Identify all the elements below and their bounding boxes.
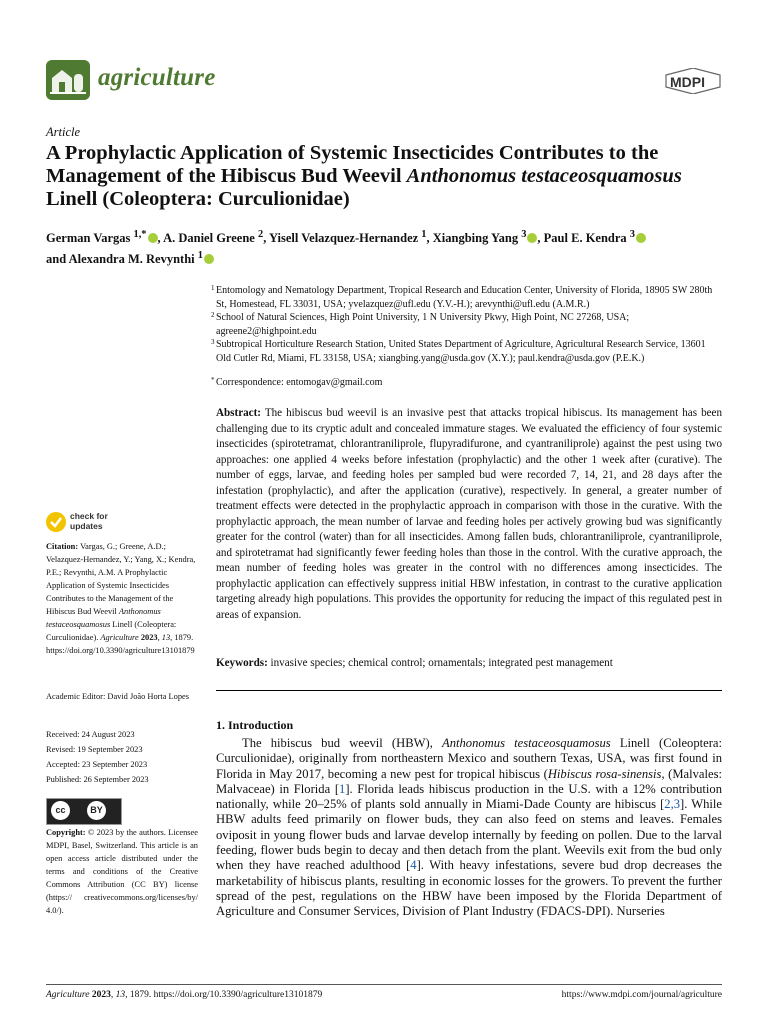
author: Yisell Velazquez-Hernandez bbox=[268, 231, 419, 246]
orcid-icon[interactable] bbox=[527, 233, 537, 243]
article-type: Article bbox=[46, 125, 81, 139]
reference-link[interactable]: 2,3 bbox=[664, 797, 681, 812]
history-revised: Revised: 19 September 2023 bbox=[46, 745, 143, 754]
check-updates-icon bbox=[46, 512, 66, 532]
keywords: Keywords: invasive species; chemical control; ornamentals; integrated pest management bbox=[216, 657, 613, 669]
author-list: German Vargas $^{1,*}$ , A. Daniel Greene $^2$, Yisell Velazquez-Hernandez $^1$, Xiangbing Yang $^3$ , Paul E. Kendra $^3$ and Alexandra M. Revynthi $^1$ bbox=[46, 226, 726, 268]
academic-editor: Academic Editor: David João Horta Lopes bbox=[46, 692, 190, 701]
affiliation-2: 2 School of Natural Sciences, High Point University, 1 N University Pkwy, High Point, NC 27268, USA; agreene2@highpoint.edu bbox=[211, 311, 630, 337]
reference-link[interactable]: 4 bbox=[410, 858, 417, 873]
copyright: Copyright: © 2023 by the authors. Licensee MDPI, Basel, Switzerland. This article is an open access article distributed under the terms and conditions of the Creative Commons Attribution (CC BY) license (https:// creativecommons.org/licenses/by/ 4.0/). bbox=[46, 828, 198, 915]
footer-citation: Agriculture 2023, 13, 1879. https://doi.org/10.3390/agriculture13101879 bbox=[46, 990, 323, 1000]
history-received: Received: 24 August 2023 bbox=[46, 730, 135, 739]
orcid-icon[interactable] bbox=[204, 254, 214, 264]
author: Xiangbing Yang bbox=[432, 231, 519, 246]
abstract: Abstract: The hibiscus bud weevil is an invasive pest that attacks tropical hibiscus. Its management has been challenging due to its cryptic adult and concealed immature stages. We evaluated the efficiency of four systemic insecticides (spirotetramat, chlorantraniliprole, flupyradifurone, and cyantraniliprole) against the pest using two approaches: one applied 4 weeks before infestation (prophylactic) and the other 1 week after (curative). The number of eggs, larvae, and feeding holes per sampled bud were recorded 7, 14, 21, and 28 days after the infestation (prophylactic), and after the application (curative), respectively. In general, a greater number of treatment effects were detected in the prophylactic approach in comparison with those in the curative. With the prophylactic approach, the mean number of larvae and feeding holes per actively growing bud was significantly greater for the control (water) than for all insecticides. Among fallen buds, chlorantraniliprole, cyantraniliprole, and spirotetramat had significantly fewer feeding holes than those in the control. With the curative approach, the mean number of feeding holes was greater in the control with no differences among insecticides. The prophylactic application can effectively suppress initial HBW infestation, in contrast to the curative application targeting already high populations. This provides the opportunity for reducing the impact of this regulated pest in areas of expansion. bbox=[216, 407, 723, 621]
intro-paragraph: The hibiscus bud weevil (HBW), Anthonomus testaceosquamosus Linell (Coleoptera: Curculionidae), originally from northeastern Mexico and southern Texas, USA, was first found in Florida in May 2017, becoming a new pest for tropical hibiscus (Hibiscus rosa-sinensis, (Malvales: Malvaceae) in Florida [1]. Florida leads hibiscus production in the U.S. with a 12% contribution nationally, while 20–25% of plants sold annually in Miami-Dade County are hibiscus [2,3]. While HBW adults feed primarily on flower buds, they can also feed on stems and leaves. Females oviposit in young flower buds and larvae develop internally by feeding on pollen. Due to the larval feeding, flower buds begin to decay and then detach from the plant. Weevils exit from the bud only when they have reached adulthood [4]. With heavy infestations, severe bud drop decreases the marketability of hibiscus plants, resulting in economic losses for the growers. To prevent the further spread of the pest, regulations on the HBW have been imposed by the Florida Department of Agriculture and Consumer Services, Division of Plant Industry (FDACS-DPI). Nurseries bbox=[216, 736, 723, 919]
citation: Citation: Vargas, G.; Greene, A.D.; Velazquez-Hernandez, Y.; Yang, X.; Kendra, P.E.; Revynthi, A.M. A Prophylactic Application of Systemic Insecticides Contributes to the Management of the Hibiscus Bud Weevil Anthonomus testaceosquamosus Linell (Coleoptera: Curculionidae). Agriculture 2023, 13, 1879. https://doi.org/10.3390/agriculture13101879 bbox=[46, 542, 196, 655]
author: German Vargas bbox=[46, 231, 131, 246]
journal-logo bbox=[46, 60, 90, 100]
cc-by-license-badge[interactable] bbox=[46, 798, 122, 825]
publisher-name: MDPI bbox=[670, 74, 705, 90]
author: Alexandra M. Revynthi bbox=[68, 252, 195, 267]
affiliation-1: 1 Entomology and Nematology Department, Tropical Research and Education Center, University of Florida, 18905 SW 280th St, Homestead, FL 33031, USA; yvelazquez@ufl.edu (Y.V.-H.); arevynthi@ufl.edu (A.M.R.) bbox=[211, 284, 713, 310]
by-person-icon: BY bbox=[87, 801, 106, 820]
check-for-updates-badge[interactable]: check for updates bbox=[46, 510, 146, 534]
affiliation-3: 3 Subtropical Horticulture Research Station, United States Department of Agriculture, Agricultural Research Service, 13601 Old Cutler Rd, Miami, FL 33158, USA; xiangbing.yang@usda.gov (X.Y.); paul.kendra@usda.gov (P.E.K.) bbox=[211, 338, 706, 364]
cc-icon: cc bbox=[51, 801, 70, 820]
divider bbox=[216, 690, 722, 691]
footer-divider bbox=[46, 984, 722, 985]
journal-name: agriculture bbox=[98, 64, 216, 91]
correspondence: * Correspondence: entomogav@gmail.com bbox=[211, 376, 383, 388]
history-accepted: Accepted: 23 September 2023 bbox=[46, 760, 148, 769]
reference-link[interactable]: 1 bbox=[339, 781, 346, 796]
orcid-icon[interactable] bbox=[148, 233, 158, 243]
author: Paul E. Kendra bbox=[543, 231, 627, 246]
author: A. Daniel Greene bbox=[163, 231, 255, 246]
orcid-icon[interactable] bbox=[636, 233, 646, 243]
mdpi-logo bbox=[664, 68, 722, 94]
article-title: A Prophylactic Application of Systemic Insecticides Contributes to the Management of the Hibiscus Bud Weevil Anthonomus testaceosquamosus Linell (Coleoptera: Curculionidae) bbox=[46, 142, 682, 210]
history-published: Published: 26 September 2023 bbox=[46, 775, 149, 784]
footer-journal-url[interactable]: https://www.mdpi.com/journal/agriculture bbox=[561, 990, 722, 1000]
section-heading: 1. Introduction bbox=[216, 718, 294, 732]
